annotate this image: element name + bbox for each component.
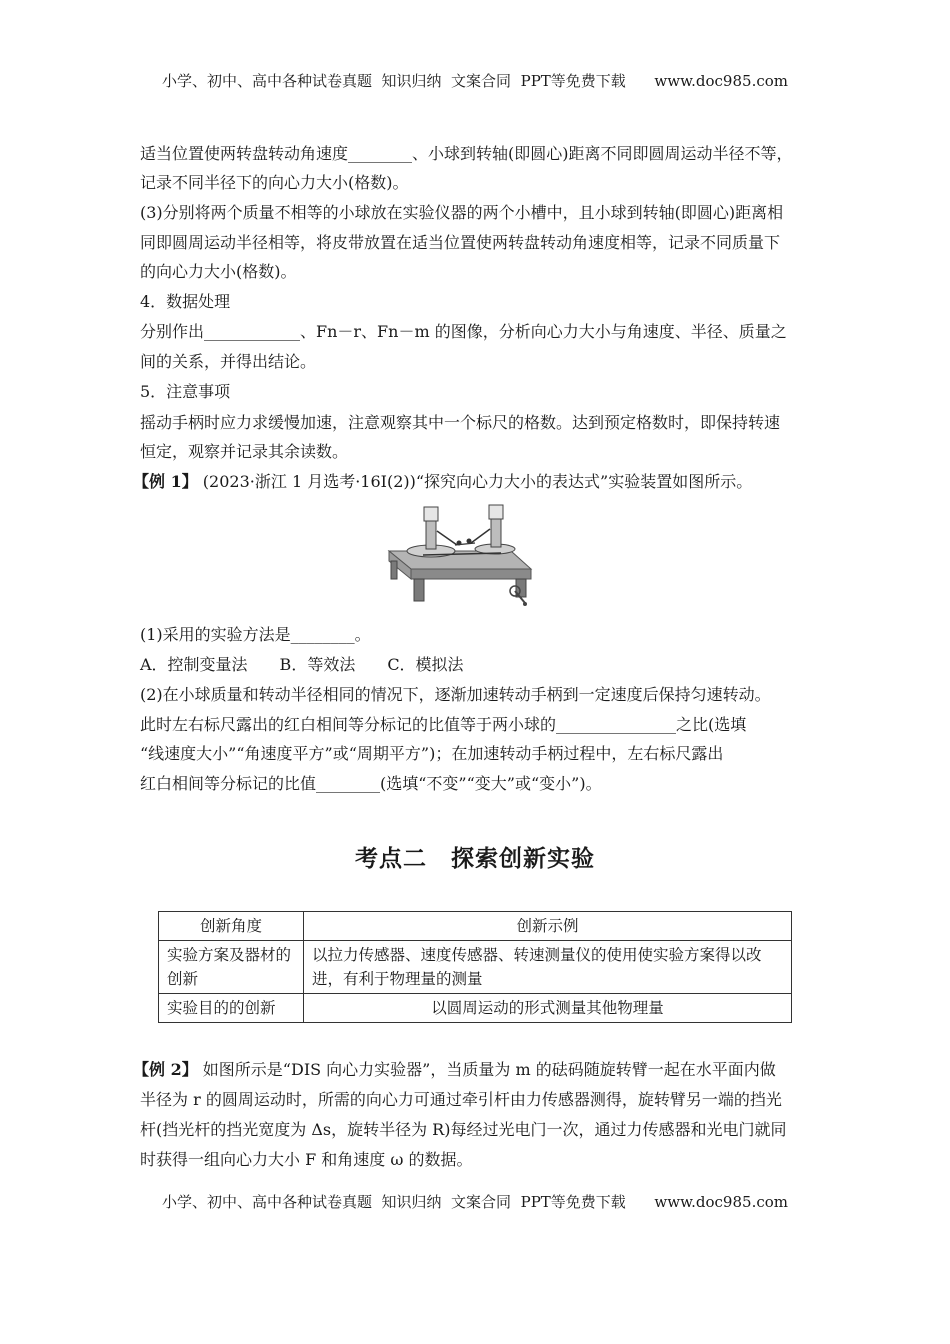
example-2-intro — [133, 1059, 776, 1081]
example-1-source: (2023·浙江 1 月选考·16Ⅰ(2))“探究向心力大小的表达式”实验装置如图所示。 — [197, 472, 753, 491]
table-cell: 实验方案及器材的创新 — [159, 941, 304, 994]
example-1-tag: 【例 1】 — [133, 472, 198, 491]
table-header-cell: 创新示例 — [304, 912, 792, 941]
example-2-text: 如图所示是“DIS 向心力实验器”，当质量为 m 的砝码随旋转臂一起在水平面内做 — [197, 1060, 776, 1079]
question-2: “线速度大小”“角速度平方”或“周期平方”)；在加速转动手柄过程中，左右标尺露出 — [140, 744, 724, 763]
section-heading: 4．数据处理 — [140, 292, 231, 311]
body-line: 时获得一组向心力大小 F 和角速度 ω 的数据。 — [140, 1150, 473, 1169]
body-line: 适当位置使两转盘转动角速度________、小球到转轴(即圆心)距离不同即圆周运动半径不等， — [140, 144, 793, 163]
body-line: (3)分别将两个质量不相等的小球放在实验仪器的两个小槽中，且小球到转轴(即圆心)距离相 — [140, 203, 784, 222]
question-1: (1)采用的实验方法是________。 — [140, 625, 371, 644]
question-2: (2)在小球质量和转动半径相同的情况下，逐渐加速转动手柄到一定速度后保持匀速转动。 — [140, 685, 771, 704]
page-footer: 小学、初中、高中各种试卷真题 知识归纳 文案合同 PPT等免费下载 www.doc985.com — [161, 1193, 788, 1211]
example-2-tag: 【例 2】 — [133, 1060, 198, 1079]
example-1-intro — [133, 471, 752, 493]
body-line: 同即圆周运动半径相等，将皮带放置在适当位置使两转盘转动角速度相等，记录不同质量下 — [140, 233, 781, 252]
body-line: 分别作出____________、Fn－r、Fn－m 的图像，分析向心力大小与角速度、半径、质量之 — [140, 322, 787, 341]
body-line: 恒定，观察并记录其余读数。 — [140, 442, 349, 461]
table-cell: 以拉力传感器、速度传感器、转速测量仪的使用使实验方案得以改进，有利于物理量的测量 — [304, 941, 792, 994]
table-cell: 以圆周运动的形式测量其他物理量 — [304, 994, 792, 1023]
body-line: 间的关系，并得出结论。 — [140, 352, 317, 371]
question-2: 此时左右标尺露出的红白相间等分标记的比值等于两小球的_______________之比(选填 — [140, 715, 747, 734]
body-line: 半径为 r 的圆周运动时，所需的向心力可通过牵引杆由力传感器测得，旋转臂另一端的挡光 — [140, 1090, 782, 1109]
table-header-row — [159, 912, 792, 941]
body-line: 摇动手柄时应力求缓慢加速，注意观察其中一个标尺的格数。达到预定格数时，即保持转速 — [140, 413, 781, 432]
question-1-options: A．控制变量法 B．等效法 C．模拟法 — [140, 655, 464, 674]
innovation-table — [158, 911, 792, 1023]
section-title: 考点二 探索创新实验 — [355, 846, 595, 872]
page-header: 小学、初中、高中各种试卷真题 知识归纳 文案合同 PPT等免费下载 www.doc985.com — [161, 72, 788, 90]
table-row — [159, 941, 792, 994]
body-line: 的向心力大小(格数)。 — [140, 262, 297, 281]
section-heading: 5．注意事项 — [140, 382, 231, 401]
table-row — [159, 994, 792, 1023]
question-2: 红白相间等分标记的比值________(选填“不变”“变大”或“变小”)。 — [140, 774, 602, 793]
body-line: 记录不同半径下的向心力大小(格数)。 — [140, 173, 409, 192]
body-line: 杆(挡光杆的挡光宽度为 Δs，旋转半径为 R)每经过光电门一次，通过力传感器和光电门就同 — [140, 1120, 787, 1139]
table-cell: 实验目的的创新 — [159, 994, 304, 1023]
centripetal-apparatus-figure — [383, 503, 533, 613]
table-header-cell: 创新角度 — [159, 912, 304, 941]
